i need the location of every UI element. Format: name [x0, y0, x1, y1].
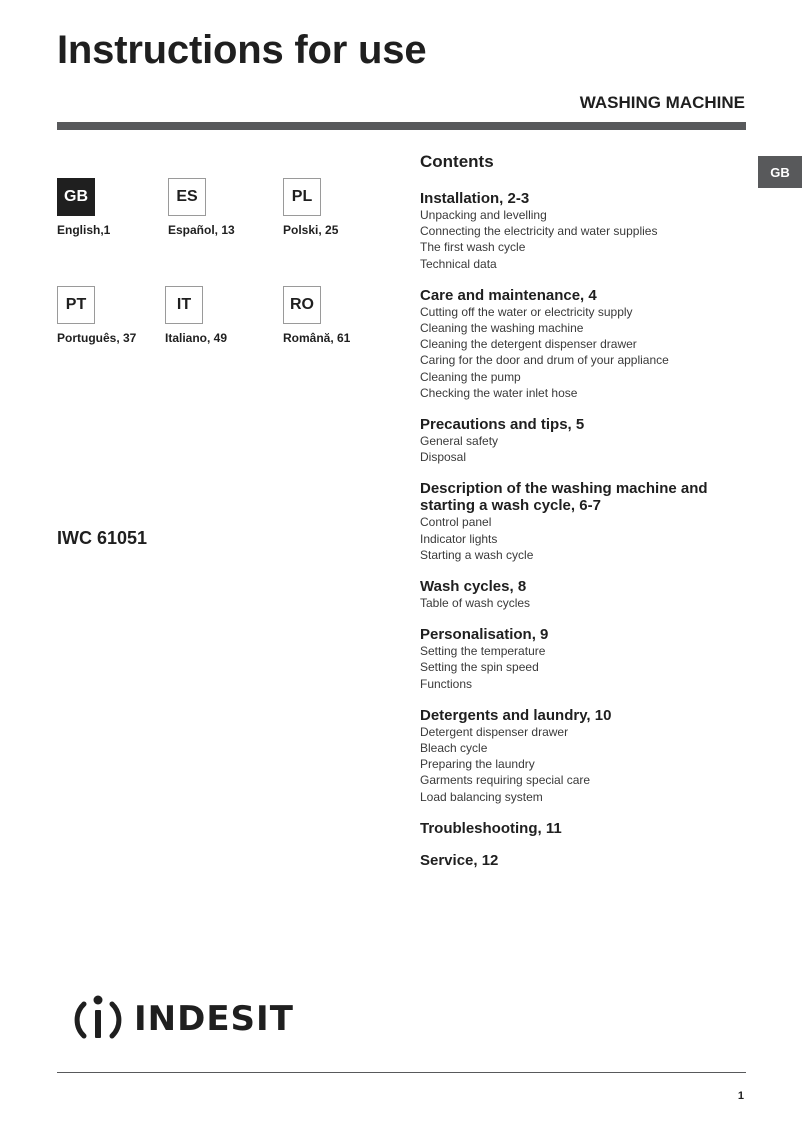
toc-section-title[interactable]: Precautions and tips, 5	[420, 416, 585, 434]
toc-section-title[interactable]: Wash cycles, 8	[420, 578, 527, 596]
toc-item[interactable]: Indicator lights	[420, 531, 498, 546]
toc-item[interactable]: Table of wash cycles	[420, 596, 531, 611]
toc-item[interactable]: Load balancing system	[420, 789, 543, 804]
toc-item[interactable]: General safety	[420, 434, 499, 449]
toc-section-installation	[420, 190, 750, 272]
toc-section-description	[420, 480, 750, 563]
toc-item[interactable]: The first wash cycle	[420, 240, 526, 255]
toc-item[interactable]: Detergent dispenser drawer	[420, 724, 569, 739]
language-code-box: PT	[57, 286, 95, 324]
toc-item[interactable]: Cleaning the detergent dispenser drawer	[420, 337, 637, 352]
toc-section-title[interactable]: Description of the washing machine and starting a wash cycle, 6-7	[420, 480, 708, 515]
table-of-contents	[420, 152, 750, 884]
language-code-box: RO	[283, 286, 321, 324]
language-item-ro[interactable]	[283, 286, 393, 345]
language-code-box: PL	[283, 178, 321, 216]
toc-section-detergents	[420, 707, 750, 805]
toc-item[interactable]: Unpacking and levelling	[420, 208, 547, 222]
toc-item[interactable]: Starting a wash cycle	[420, 547, 534, 562]
toc-item[interactable]: Checking the water inlet hose	[420, 385, 578, 400]
language-code-box: IT	[165, 286, 203, 324]
language-label: Español, 13	[168, 223, 235, 237]
language-item-it[interactable]	[165, 286, 275, 345]
toc-section-personalisation	[420, 626, 750, 692]
toc-item[interactable]: Bleach cycle	[420, 741, 488, 756]
toc-item[interactable]: Functions	[420, 676, 473, 691]
toc-item[interactable]: Connecting the electricity and water supplies	[420, 224, 658, 239]
language-code-box: ES	[168, 178, 206, 216]
language-label: Italiano, 49	[165, 331, 228, 345]
toc-section-title[interactable]: Service, 12	[420, 851, 499, 869]
toc-section-care	[420, 287, 750, 401]
language-label: Português, 37	[57, 331, 137, 345]
page-number: 1	[737, 1090, 744, 1102]
toc-section-troubleshooting	[420, 820, 750, 837]
language-label: English,1	[57, 223, 111, 237]
product-type: WASHING MACHINE	[579, 93, 745, 112]
page-title: Instructions for use	[57, 28, 427, 72]
toc-item[interactable]: Control panel	[420, 515, 492, 530]
toc-section-title[interactable]: Detergents and laundry, 10	[420, 706, 612, 724]
indesit-logo-icon	[70, 992, 126, 1046]
toc-item[interactable]: Caring for the door and drum of your appliance	[420, 353, 669, 368]
language-code-box: GB	[57, 178, 95, 216]
toc-item[interactable]: Disposal	[420, 450, 467, 465]
toc-item[interactable]: Setting the spin speed	[420, 660, 539, 675]
contents-heading: Contents	[420, 152, 494, 171]
language-item-pt[interactable]	[57, 286, 167, 345]
toc-item[interactable]: Garments requiring special care	[420, 773, 591, 788]
toc-section-service	[420, 852, 750, 869]
toc-item[interactable]: Cutting off the water or electricity supply	[420, 304, 633, 319]
toc-item[interactable]: Cleaning the pump	[420, 369, 521, 384]
toc-section-title[interactable]: Troubleshooting, 11	[420, 819, 562, 837]
brand-name: INDESIT	[134, 999, 294, 1039]
toc-item[interactable]: Preparing the laundry	[420, 757, 535, 772]
language-label: Română, 61	[283, 331, 351, 345]
toc-section-title[interactable]: Personalisation, 9	[420, 626, 549, 644]
toc-section-title[interactable]: Installation, 2-3	[420, 190, 530, 207]
brand-logo	[70, 992, 294, 1046]
footer-divider	[57, 1072, 746, 1073]
toc-section-title[interactable]: Care and maintenance, 4	[420, 286, 597, 304]
language-item-gb[interactable]	[57, 178, 167, 237]
language-label: Polski, 25	[283, 223, 339, 237]
toc-item[interactable]: Setting the temperature	[420, 644, 546, 659]
language-side-tab: GB	[758, 156, 802, 188]
language-item-es[interactable]	[168, 178, 278, 237]
model-number: IWC 61051	[57, 528, 148, 548]
toc-section-wash-cycles	[420, 578, 750, 611]
toc-item[interactable]: Cleaning the washing machine	[420, 321, 584, 336]
toc-item[interactable]: Technical data	[420, 256, 497, 271]
toc-section-precautions	[420, 416, 750, 465]
header-divider	[57, 122, 746, 130]
language-item-pl[interactable]	[283, 178, 393, 237]
